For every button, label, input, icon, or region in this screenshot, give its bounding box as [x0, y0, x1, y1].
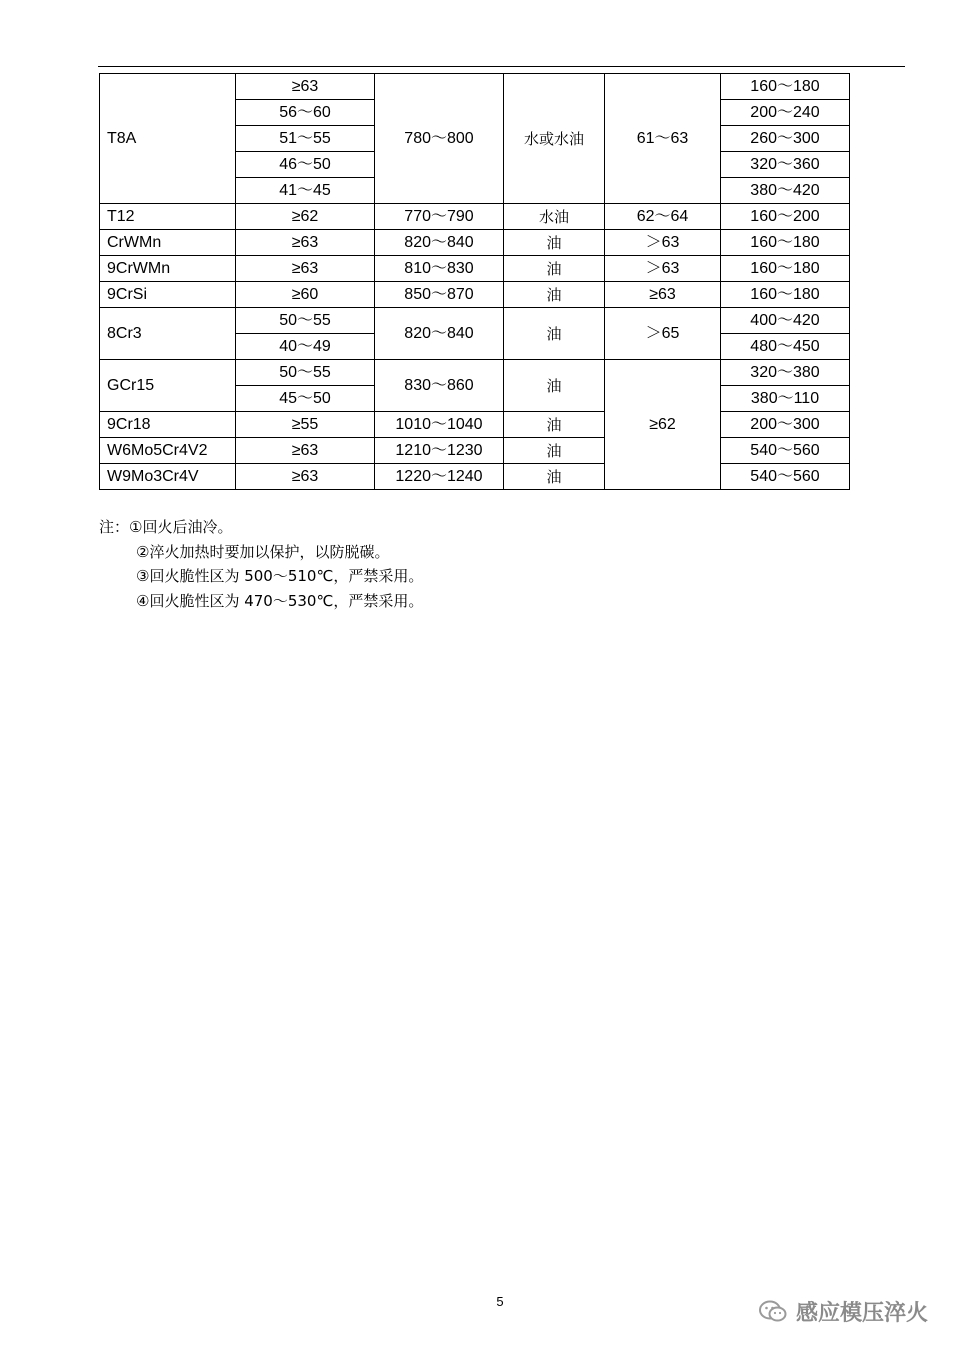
table-row [100, 204, 850, 230]
medium-cell: 油 [504, 464, 605, 490]
steel-grade-cell: GCr15 [100, 360, 236, 412]
temper-temp-cell: 160～180 [721, 256, 850, 282]
quench-temp-cell: 820～840 [375, 308, 504, 360]
temper-temp-cell: 380～420 [721, 178, 850, 204]
hardness-cell: ≥63 [236, 256, 375, 282]
hardness-cell: ≥63 [236, 230, 375, 256]
medium-cell: 油 [504, 412, 605, 438]
hardness-cell: 41～45 [236, 178, 375, 204]
note-line: ④回火脆性区为 470～530℃，严禁采用。 [136, 591, 424, 610]
table-row [100, 74, 850, 100]
steel-grade-cell: T12 [100, 204, 236, 230]
quench-temp-cell: 850～870 [375, 282, 504, 308]
steel-grade-cell: CrWMn [100, 230, 236, 256]
steel-grade-cell: 8Cr3 [100, 308, 236, 360]
quench-temp-cell: 810～830 [375, 256, 504, 282]
table-row [100, 360, 850, 386]
table-row [100, 464, 850, 490]
medium-cell: 油 [504, 308, 605, 360]
quench-temp-cell: 1220～1240 [375, 464, 504, 490]
temper-temp-cell: 320～380 [721, 360, 850, 386]
notes-block [99, 515, 423, 613]
hardness-cell: ≥62 [236, 204, 375, 230]
table-row [100, 438, 850, 464]
steel-grade-cell: W9Mo3Cr4V [100, 464, 236, 490]
hardness-cell: ≥60 [236, 282, 375, 308]
note-line: ③回火脆性区为 500～510℃，严禁采用。 [136, 567, 424, 585]
quench-hardness-cell: ≥62 [605, 360, 721, 490]
medium-cell: 油 [504, 230, 605, 256]
note-line: ②淬火加热时要加以保护，以防脱碳。 [136, 542, 390, 561]
temper-temp-cell: 380～110 [721, 386, 850, 412]
quench-temp-cell: 820～840 [375, 230, 504, 256]
quench-temp-cell: 830～860 [375, 360, 504, 412]
temper-temp-cell: 200～300 [721, 412, 850, 438]
temper-temp-cell: 160～200 [721, 204, 850, 230]
quench-hardness-cell: ＞63 [605, 256, 721, 282]
medium-cell: 水或水油 [504, 74, 605, 204]
wechat-icon [758, 1299, 788, 1325]
quench-temp-cell: 780～800 [375, 74, 504, 204]
hardness-cell: ≥63 [236, 438, 375, 464]
temper-temp-cell: 400～420 [721, 308, 850, 334]
hardness-cell: 56～60 [236, 100, 375, 126]
brand-watermark [758, 1296, 928, 1327]
table-row [100, 256, 850, 282]
hardness-cell: 50～55 [236, 308, 375, 334]
temper-temp-cell: 160～180 [721, 230, 850, 256]
quench-temp-cell: 770～790 [375, 204, 504, 230]
note-line: 注：①回火后油冷。 [99, 518, 233, 536]
table-row [100, 412, 850, 438]
steel-grade-cell: 9CrSi [100, 282, 236, 308]
page-number: 5 [496, 1294, 504, 1309]
steel-grade-cell: W6Mo5Cr4V2 [100, 438, 236, 464]
medium-cell: 油 [504, 360, 605, 412]
hardness-cell: ≥63 [236, 74, 375, 100]
temper-temp-cell: 320～360 [721, 152, 850, 178]
temper-temp-cell: 160～180 [721, 282, 850, 308]
hardness-cell: ≥55 [236, 412, 375, 438]
brand-text: 感应模压淬火 [795, 1301, 928, 1326]
temper-temp-cell: 260～300 [721, 126, 850, 152]
temper-temp-cell: 200～240 [721, 100, 850, 126]
medium-cell: 油 [504, 438, 605, 464]
table-row [100, 308, 850, 334]
temper-temp-cell: 480～450 [721, 334, 850, 360]
header-rule [98, 66, 905, 67]
hardness-cell: 45～50 [236, 386, 375, 412]
quench-hardness-cell: 62～64 [605, 204, 721, 230]
steel-grade-cell: 9CrWMn [100, 256, 236, 282]
temper-temp-cell: 540～560 [721, 438, 850, 464]
temper-temp-cell: 160～180 [721, 74, 850, 100]
hardness-cell: ≥63 [236, 464, 375, 490]
table-row [100, 230, 850, 256]
quench-hardness-cell: 61～63 [605, 74, 721, 204]
table-row [100, 282, 850, 308]
hardness-cell: 51～55 [236, 126, 375, 152]
medium-cell: 油 [504, 256, 605, 282]
quench-temp-cell: 1210～1230 [375, 438, 504, 464]
steel-grade-cell: T8A [100, 74, 236, 204]
quench-hardness-cell: ＞65 [605, 308, 721, 360]
quench-hardness-cell: ＞63 [605, 230, 721, 256]
temper-temp-cell: 540～560 [721, 464, 850, 490]
hardness-cell: 46～50 [236, 152, 375, 178]
hardness-cell: 40～49 [236, 334, 375, 360]
hardness-cell: 50～55 [236, 360, 375, 386]
quench-temp-cell: 1010～1040 [375, 412, 504, 438]
quench-hardness-cell: ≥63 [605, 282, 721, 308]
medium-cell: 水油 [504, 204, 605, 230]
steel-grade-cell: 9Cr18 [100, 412, 236, 438]
medium-cell: 油 [504, 282, 605, 308]
heat-treatment-table [99, 73, 850, 490]
